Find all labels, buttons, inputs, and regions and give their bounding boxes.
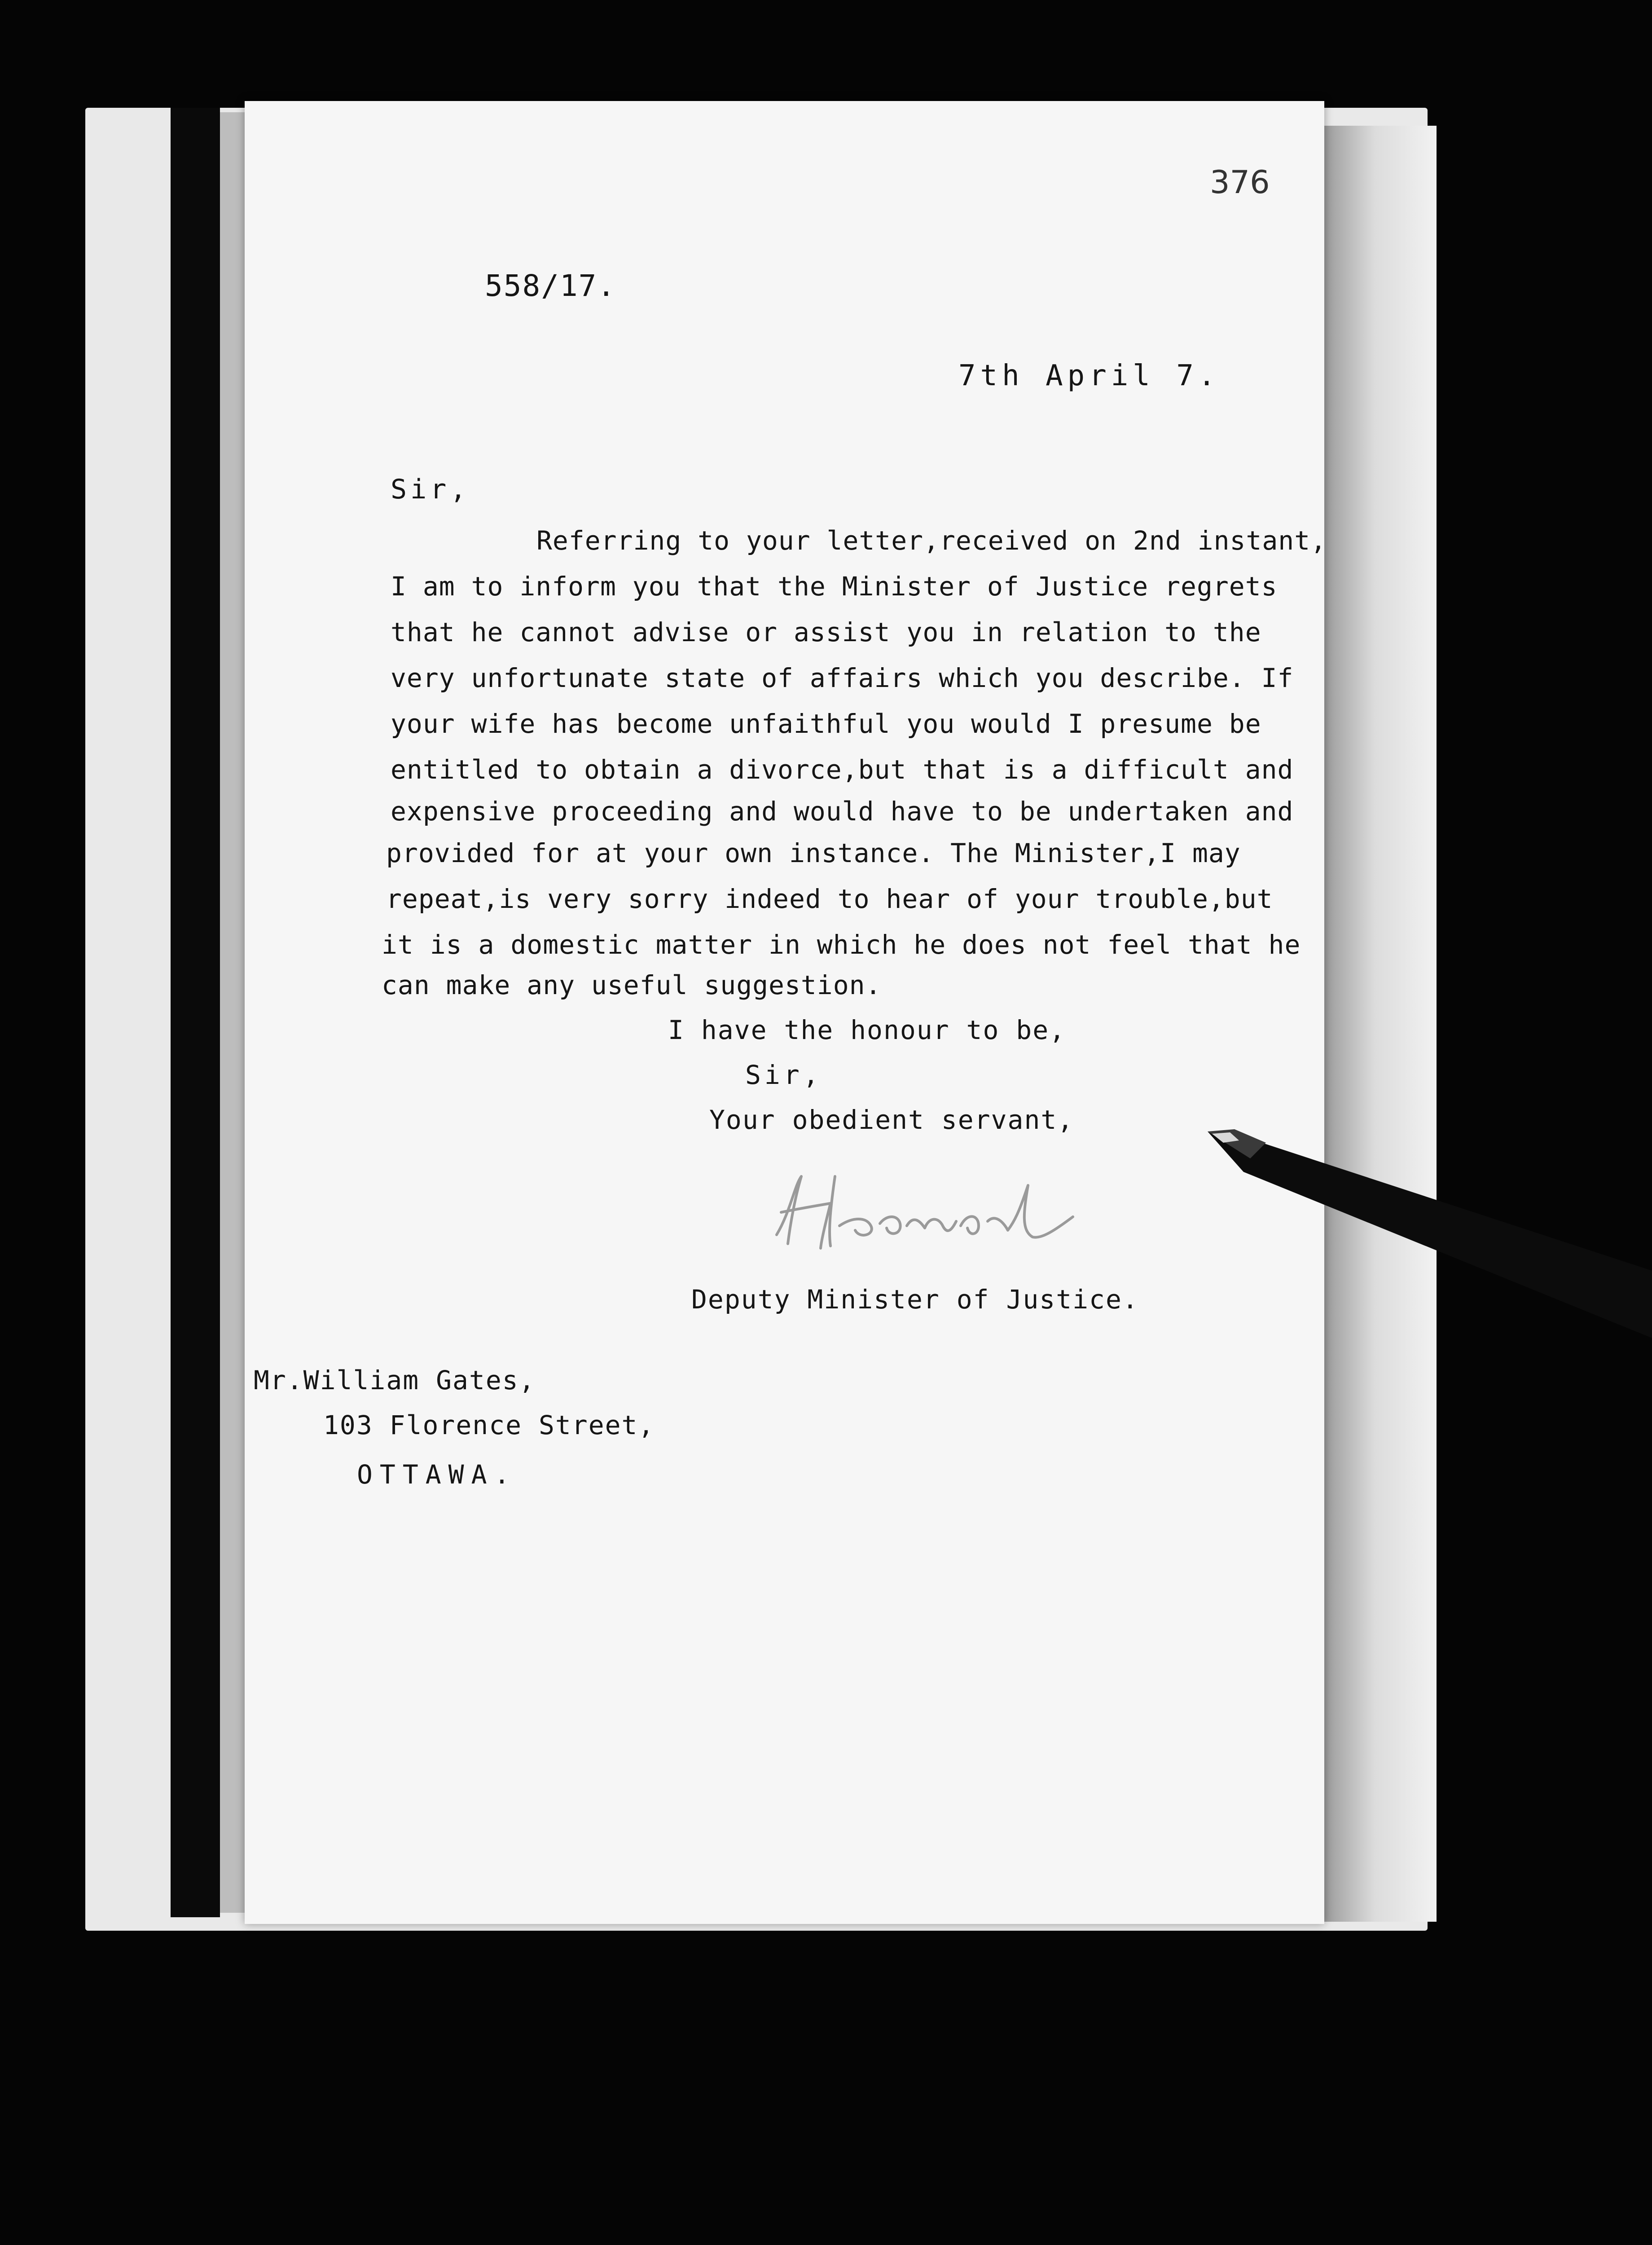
body-line: I am to inform you that the Minister of Justice regrets	[391, 571, 1278, 602]
body-line: Referring to your letter,received on 2nd instant,	[536, 525, 1327, 556]
page-curl-shadow	[1324, 126, 1437, 1922]
page-edge	[220, 112, 247, 1913]
file-reference: 558/17.	[485, 269, 616, 303]
body-line: very unfortunate state of affairs which you describe. If	[391, 663, 1294, 693]
recipient-street: 103 Florence Street,	[323, 1410, 655, 1440]
body-line: can make any useful suggestion.	[382, 970, 882, 1000]
recipient-city: OTTAWA.	[357, 1459, 517, 1490]
salutation: Sir,	[391, 474, 470, 505]
body-line: repeat,is very sorry indeed to hear of your trouble,but	[386, 884, 1273, 914]
body-line: expensive proceeding and would have to be undertaken and	[391, 796, 1294, 827]
closing-line: Sir,	[745, 1060, 822, 1090]
body-line: provided for at your own instance. The Minister,I may	[386, 838, 1241, 868]
handwritten-signature	[763, 1158, 1104, 1262]
closing-line: Your obedient servant,	[709, 1105, 1074, 1135]
body-line: that he cannot advise or assist you in relation to the	[391, 617, 1261, 647]
letter-date: 7th April 7.	[958, 359, 1220, 392]
body-line: entitled to obtain a divorce,but that is a difficult and	[391, 754, 1294, 785]
body-line: it is a domestic matter in which he does not feel that he	[382, 929, 1301, 960]
signer-title: Deputy Minister of Justice.	[691, 1284, 1139, 1315]
pen-pointer	[1208, 1122, 1652, 1338]
body-line: your wife has become unfaithful you would I presume be	[391, 709, 1261, 739]
closing-line: I have the honour to be,	[668, 1015, 1066, 1045]
binding-shadow	[171, 108, 220, 1917]
recipient-name: Mr.William Gates,	[254, 1365, 536, 1395]
page-number: 376	[1210, 164, 1270, 201]
